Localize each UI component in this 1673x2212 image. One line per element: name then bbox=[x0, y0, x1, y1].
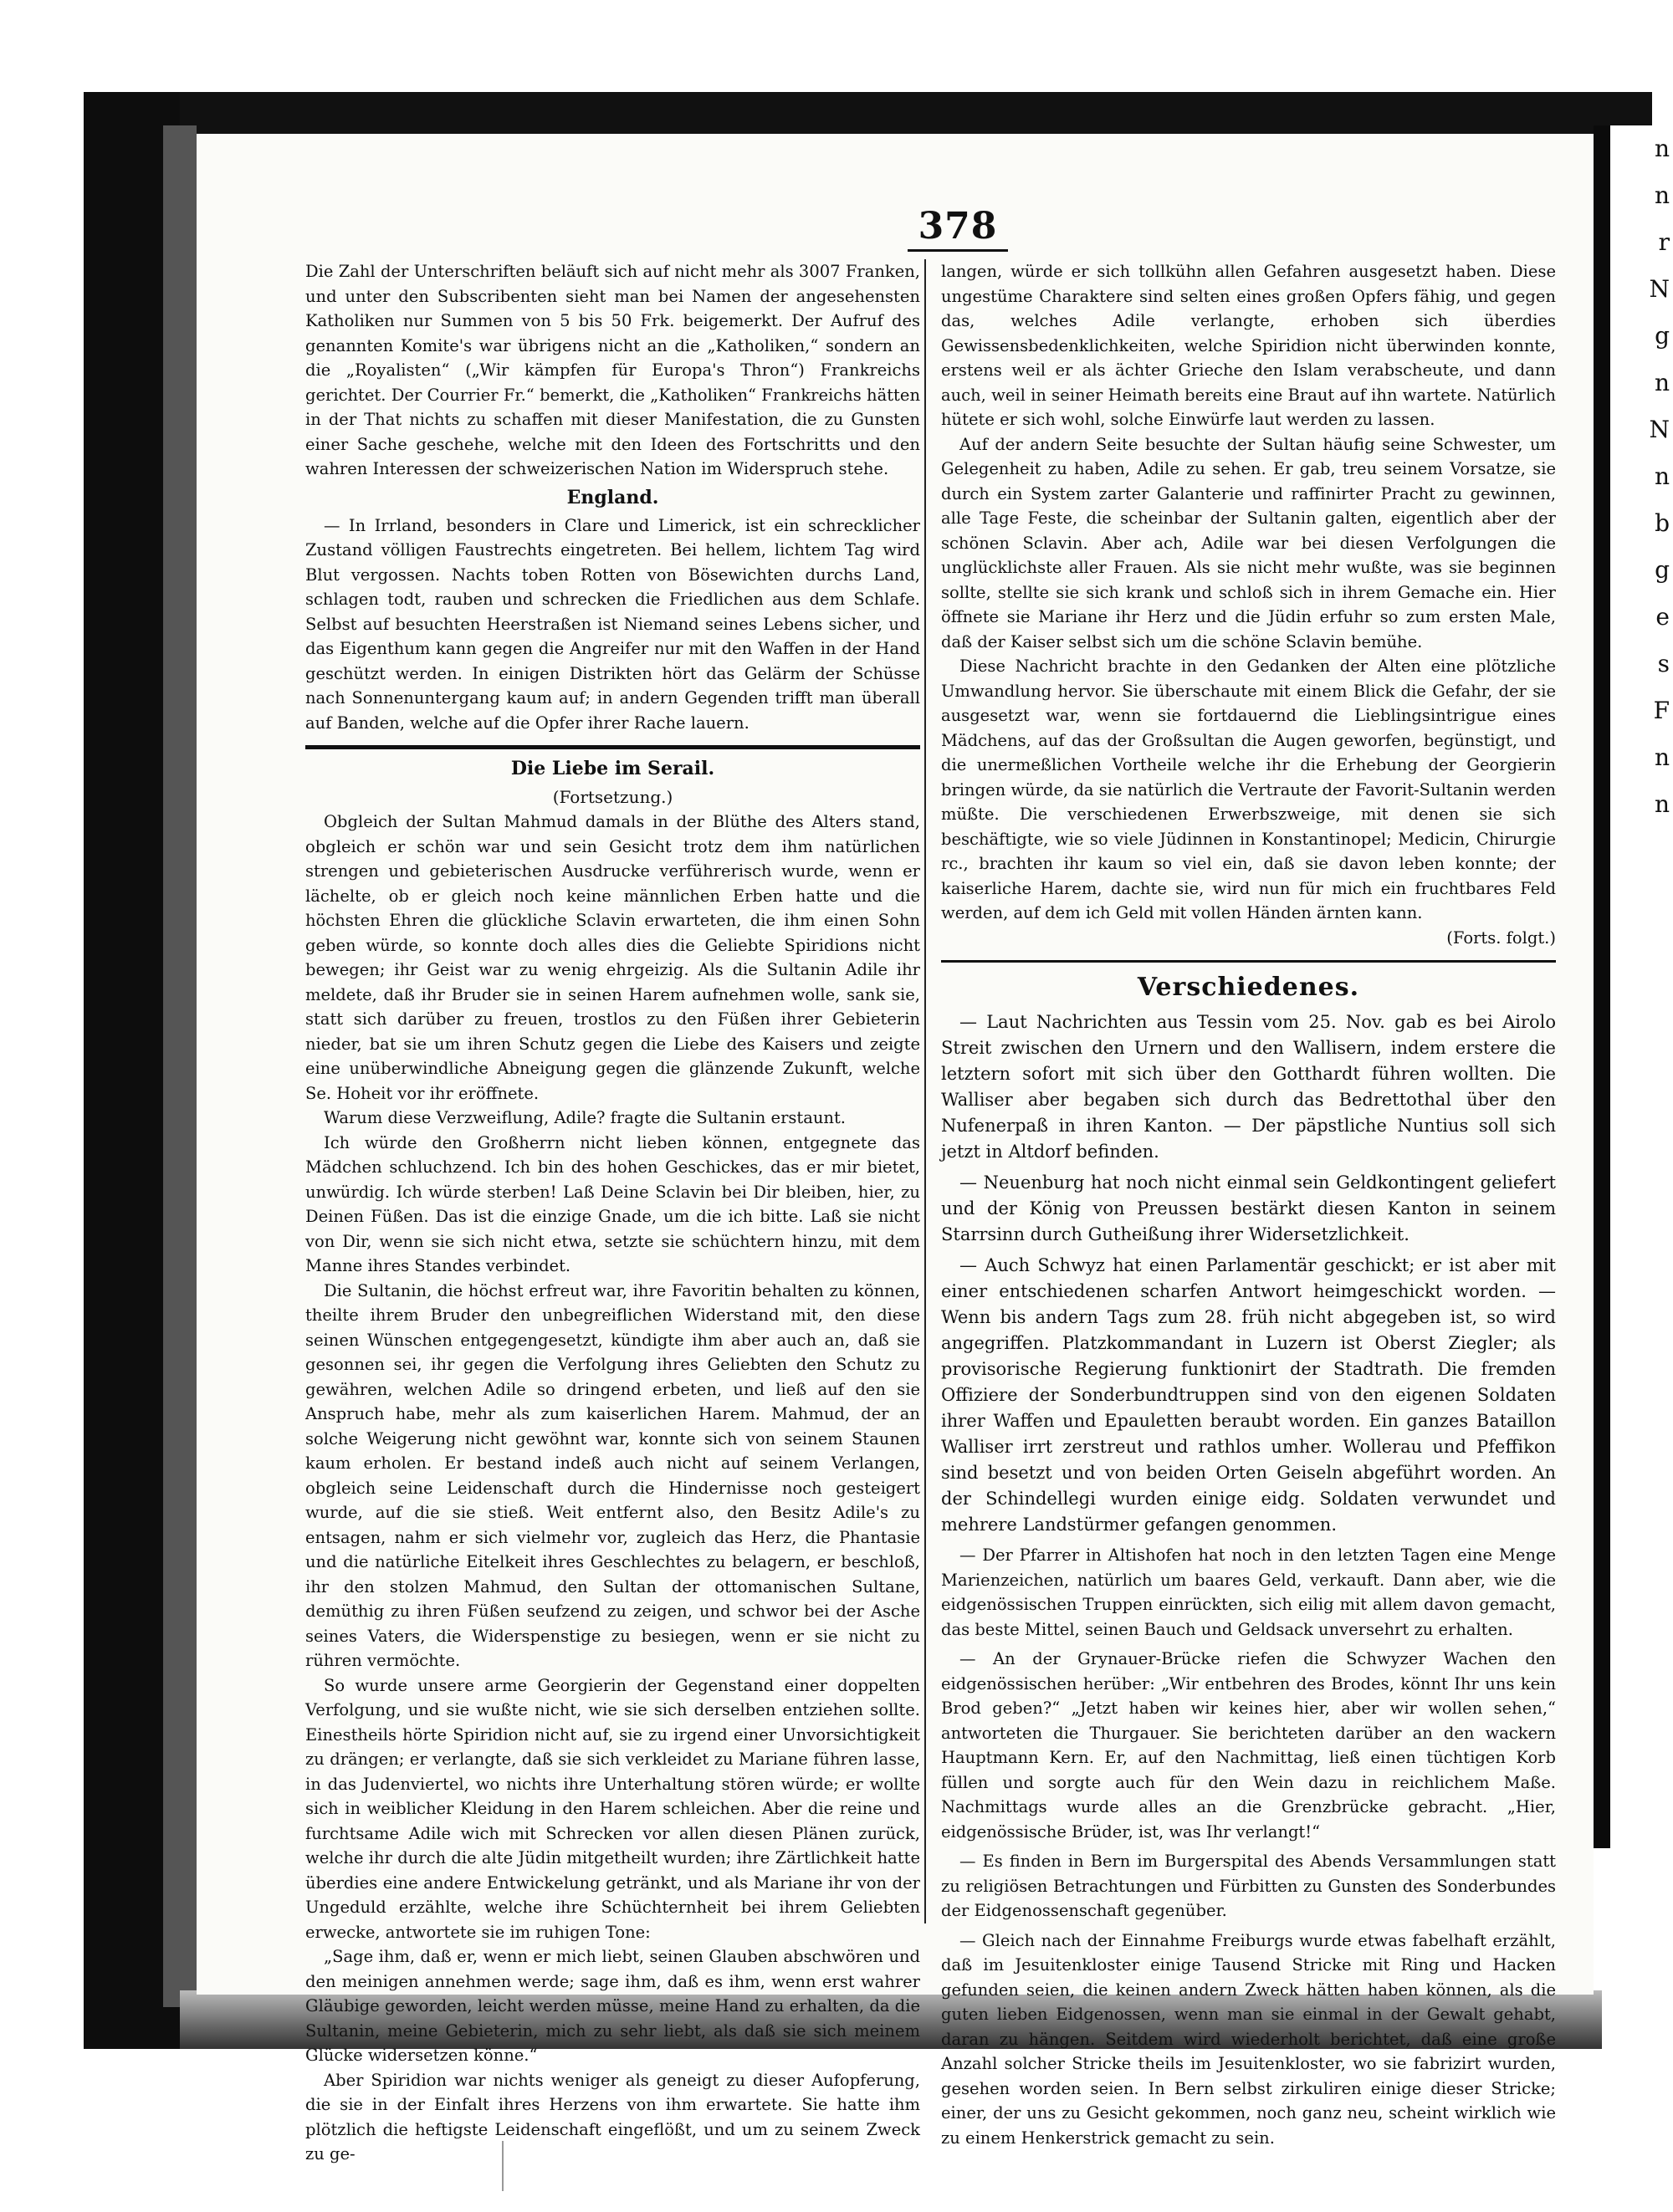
adjacent-fragment: g bbox=[1655, 556, 1670, 584]
newspaper-page bbox=[197, 134, 1594, 2163]
news-item: — Gleich nach der Einnahme Freiburgs wurde etwas fabelhaft erzählt, daß im Jesuitenkloster einige Tausend Stricke mit Ring und Hacken gefunden seien, die keinen andern Zweck hätten haben können, als die guten lieben Eidgenossen, wenn man sie einmal in der Gewalt gehabt, daran zu hängen. Seitdem wird wiederholt berichtet, daß eine große Anzahl solcher Stricke theils im Jesuitenkloster, wo sie fabrizirt wurden, gesehen worden seien. In Bern selbst zirkuliren einige dieser Stricke; einer, der uns zu Gesicht gekommen, noch ganz neu, scheint wirklich wie zu einem Henkerstrick gemacht zu sein. bbox=[941, 1930, 1556, 2148]
news-item: — Laut Nachrichten aus Tessin vom 25. Nov. gab es bei Airolo Streit zwischen den Urnern und den Wallisern, indem erstere die letztern sofort mit sich über den Gotthardt führen wollten. Die Walliser aber begaben sich durch das Bedrettothal über den Nufenerpaß in ihren Kanton. — Der päpstliche Nuntius soll sich jetzt in Altdorf befinden. bbox=[941, 1012, 1556, 1162]
page-number: 378 bbox=[908, 205, 1008, 252]
story-title: Die Liebe im Serail. bbox=[510, 758, 715, 779]
adjacent-fragment: n bbox=[1654, 743, 1670, 771]
adjacent-fragment: e bbox=[1655, 603, 1670, 631]
news-item: — An der Grynauer-Brücke riefen die Schwyzer Wachen den eidgenössischen herüber: „Wir entbehren des Brodes, könnt Ihr uns kein Brod geben?“ „Jetzt haben wir keines hier, aber wir wollen sehen,“ antworteten die Thurgauer. Sie berichteten darüber an den wackern Hauptmann Kern. Er, auf den Nachmittag, ließ einen tüchtigen Korb füllen und sorgte auch für den Wein dazu in reichlichem Maße. Nachmittags wurde alles an die Grenzbrücke gebracht. „Hier, eidgenössische Brüder, ist, was Ihr verlangt!“ bbox=[941, 1649, 1556, 1842]
section-divider bbox=[305, 745, 920, 749]
story-paragraph: Die Sultanin, die höchst erfreut war, ihre Favoritin behalten zu können, theilte ihrem Bruder den unbegreiflichen Widerstand mit, den diese seinen Wünschen entgegengesetzt, kündigte ihm aber auch an, daß sie gesonnen sei, ihr gegen die Verfolgung ihres Geliebten den Schutz zu gewähren, welchen Adile so dringend erbeten, und ließ auf den sie Anspruch habe, mehr als zum kaiserlichen Harem. Mahmud, der an solche Weigerung nicht gewöhnt war, konnte sich von seinem Staunen kaum erholen. Er bestand indeß auch nicht auf seinem Verlangen, obgleich seine Leidenschaft durch die Hindernisse noch gesteigert wurde, auf die sie stieß. Weit entfernt also, den Besitz Adile's zu entsagen, nahm er sich vielmehr vor, zugleich das Herz, die Phantasie und die natürliche Eitelkeit ihres Geschlechtes zu belagern, er beschloß, ihr den stolzen Mahmud, den Sultan der ottomanischen Sultane, demüthig zu ihren Füßen seufzend zu zeigen, und schwor bei der Asche seines Vaters, die Widerspenstige zu besiegen, wenn er sie nicht zu rühren vermöchte. bbox=[305, 1280, 920, 1670]
adjacent-fragment: n bbox=[1654, 369, 1670, 396]
adjacent-fragment: F bbox=[1653, 697, 1670, 724]
story-paragraph: „Sage ihm, daß er, wenn er mich liebt, seinen Glauben abschwören und den meinigen annehmen werde; sage ihm, daß es ihm, wenn erst wahrer Gläubige geworden, leicht werden müsse, meine Hand zu erhalten, da die Sultanin, meine Gebieterin, mich zu sehr liebt, als daß sie sich meinem Glücke widersetzen könne.“ bbox=[305, 1947, 920, 2065]
story-paragraph: Warum diese Verzweiflung, Adile? fragte die Sultanin erstaunt. bbox=[324, 1108, 847, 1127]
news-item: — Neuenburg hat noch nicht einmal sein Geldkontingent geliefert und der König von Preussen bestärkt diesen Kanton in seinem Starrsinn durch Gutheißung ihrer Widersetzlichkeit. bbox=[941, 1172, 1556, 1244]
section-divider bbox=[941, 960, 1556, 963]
news-item: — Der Pfarrer in Altishofen hat noch in den letzten Tagen eine Menge Marienzeichen, natürlich um baares Geld, verkauft. Dann aber, wie die eidgenössischen Truppen einrückten, sich eilig mit allem davon gemacht, das beste Mittel, seinen Bauch und Geldsack unversehrt zu erhalten. bbox=[941, 1545, 1556, 1639]
adjacent-fragment: s bbox=[1657, 650, 1670, 677]
left-column bbox=[305, 259, 920, 2163]
right-column bbox=[941, 259, 1556, 2148]
story-paragraph: Ich würde den Großherrn nicht lieben können, entgegnete das Mädchen schluchzend. Ich bin des hohen Geschickes, das er mir bietet, unwürdig. Ich würde sterben! Laß Deine Sclavin bei Dir bleiben, hier, zu Deinen Füßen. Das ist die einzige Gnade, um die ich bitte. Laß sie nicht von Dir, wenn sie sich nicht etwa, setzte sie schüchtern hinzu, mit dem Manne ihres Standes verbindet. bbox=[305, 1132, 920, 1275]
adjacent-fragment: N bbox=[1649, 416, 1670, 443]
scan-artifact bbox=[502, 2141, 504, 2191]
adjacent-fragment: n bbox=[1654, 790, 1670, 818]
intro-paragraph: Die Zahl der Unterschriften beläuft sich auf nicht mehr als 3007 Franken, und unter den Subscribenten sieht man bei Namen der angesehensten Katholiken nur Summen von 5 bis 50 Frk. beigemerkt. Der Aufruf des genannten Komite's war übrigens nicht an die „Katholiken,“ sondern an die „Royalisten“ („Wir kämpfen für Europa's Thron“) Frankreichs gerichtet. Der Courrier Fr.“ bemerkt, die „Katholiken“ Frankreichs hätten in der That nichts zu schaffen mit dieser Manifestation, die zu Gunsten einer Sache geschehe, welche mit den Ideen des Fortschritts und den wahren Interessen der schweizerischen Nation im Widerspruch stehe. bbox=[305, 262, 920, 478]
adjacent-fragment: r bbox=[1658, 228, 1670, 256]
news-item: — Es finden in Bern im Burgerspital des Abends Versammlungen statt zu religiösen Betrachtungen und Fürbitten zu Gunsten des Sonderbundes der Eidgenossenschaft gegenüber. bbox=[941, 1852, 1556, 1920]
story-paragraph: Aber Spiridion war nichts weniger als geneigt zu dieser Aufopferung, die sie in der Einfalt ihres Herzens von ihm erwartete. Sie hatte ihm plötzlich die heftigste Leidenschaft eingeflößt, und um zu seinem Zweck zu ge- bbox=[305, 2070, 920, 2163]
section-heading-verschiedenes: Verschiedenes. bbox=[1137, 973, 1360, 1002]
story-paragraph: So wurde unsere arme Georgierin der Gegenstand einer doppelten Verfolgung, und sie wußte nicht, wie sie sich derselben entziehen sollte. Einestheils hörte Spiridion nicht auf, sie zu irgend einer Unvorsichtigkeit zu drängen; er verlangte, daß sie sich verkleidet zu Mariane führen lasse, in das Judenviertel, wo nichts ihre Unterhaltung stören würde; er wollte sich in weiblicher Kleidung in den Harem schleichen. Aber die reine und furchtsame Adile wich mit Schrecken vor allen diesen Plänen zurück, welche ihr durch die alte Jüdin mitgetheilt wurden; ihre Zärtlichkeit hatte überdies eine andere Entwickelung getränkt, und als Mariane ihr von der Ungeduld erzählte, welche ihre Schüchternheit bei ihrem Geliebten erwecke, antwortete sie im ruhigen Tone: bbox=[305, 1675, 920, 1942]
adjacent-fragment: n bbox=[1654, 462, 1670, 490]
story-paragraph: Auf der andern Seite besuchte der Sultan häufig seine Schwester, um Gelegenheit zu haben, Adile zu sehen. Er gab, treu seinem Vorsatze, sie durch ein System zarter Galanterie und raffinirter Pracht zu gewinnen, alle Tage Feste, die scheinbar der Sultanin galten, eigentlich aber der schönen Sclavin. Aber ach, Adile war bei diesen Verfolgungen die unglücklichste aller Frauen. Als sie nicht mehr wußte, was sie beginnen sollte, stellte sie sich krank und schloß sich in ihrem Gemache ein. Hier öffnete sie Mariane ihr Herz und die Jüdin erfuhr so zum ersten Male, daß der Kaiser selbst sich um die schöne Sclavin bemühe. bbox=[941, 434, 1556, 651]
adjacent-page-edge bbox=[1610, 125, 1673, 1848]
continuation-note: (Forts. folgt.) bbox=[1446, 927, 1556, 948]
adjacent-fragment: n bbox=[1654, 181, 1670, 209]
story-paragraph: langen, würde er sich tollkühn allen Gefahren ausgesetzt haben. Diese ungestüme Charaktere sind selten eines großen Opfers fähig, und gegen das, welches Adile verlangte, erhoben sich überdies Gewissensbedenklichkeiten, welche Spiridion nicht überwinden konnte, erstens weil er als ächter Grieche den Islam verabscheute, und dann auch, weil in seiner Heimath bereits eine Braut auf ihn wartete. Natürlich hütete er sich wohl, solche Einwürfe laut werden zu lassen. bbox=[941, 262, 1556, 429]
column-rule bbox=[924, 259, 926, 1923]
adjacent-fragment: g bbox=[1655, 322, 1670, 350]
adjacent-fragment: N bbox=[1649, 275, 1670, 303]
england-paragraph: — In Irrland, besonders in Clare und Limerick, ist ein schrecklicher Zustand völligen Faustrechts eingetreten. Bei hellem, lichtem Tag wird Blut vergossen. Nachts toben Rotten von Bösewichten durchs Land, schlagen todt, rauben und schrecken die Friedlichen aus dem Schlafe. Selbst auf besuchten Heerstraßen ist Niemand seines Lebens sicher, und das Eigenthum kann gegen die Angreifer nur mit den Waffen in der Hand geschützt werden. In einigen Distrikten hört das Gelärm der Schüsse nach Sonnenuntergang kaum auf; in andern Gegenden trifft man überall auf Banden, welche auf die Opfer ihrer Rache lauern. bbox=[305, 515, 920, 733]
adjacent-fragment: n bbox=[1654, 135, 1670, 162]
adjacent-fragment: b bbox=[1655, 509, 1670, 537]
book-gutter bbox=[163, 125, 197, 2007]
story-subtitle: (Fortsetzung.) bbox=[552, 787, 673, 807]
section-heading-england: England. bbox=[566, 486, 659, 508]
news-item: — Auch Schwyz hat einen Parlamentär geschickt; er ist aber mit einer entschiedenen scharfen Antwort heimgeschickt worden. — Wenn bis andern Tags zum 28. früh nicht abgegeben ist, so wird angegriffen. Platzkommandant in Luzern ist Oberst Ziegler; als provisorische Regierung funktionirt der Stadtrath. Die fremden Offiziere der Sonderbundtruppen sind von den eigenen Soldaten ihrer Waffen und Epauletten beraubt worden. Ein ganzes Bataillon Walliser irrt zerstreut und rathlos umher. Wollerau und Pfeffikon sind besetzt und von beiden Orten Geiseln abgeführt worden. An der Schindellegi wurden einige eidg. Soldaten verwundet und mehrere Landstürmer gefangen genommen. bbox=[941, 1255, 1556, 1535]
story-paragraph: Diese Nachricht brachte in den Gedanken der Alten eine plötzliche Umwandlung hervor. Sie überschaute mit einem Blick die Gefahr, der sie ausgesetzt war, wenn sie fortdauernd die Lieblingsintrigue eines Mädchens, auf das der Großsultan die Augen geworfen, begünstigt, und die unermeßlichen Vortheile welche ihr die Erhebung der Georgierin bringen würde, da sie natürlich die Vertraute der Favorit-Sultanin werden müßte. Die verschiedenen Erwerbszweige, mit denen sie sich beschäftigte, wie so viele Jüdinnen in Konstantinopel; Medicin, Chirurgie rc., brachten ihr kaum so viel ein, daß sie davon leben konnte; der kaiserliche Harem, dachte sie, wird nun für mich ein fruchtbares Feld werden, auf dem ich Geld mit vollen Händen ärnten kann. bbox=[941, 656, 1556, 922]
story-paragraph: Obgleich der Sultan Mahmud damals in der Blüthe des Alters stand, obgleich er schön war und sein Gesicht trotz dem ihm natürlichen strengen und gebieterischen Ausdrucke verführerisch wurde, wenn er lächelte, ob er gleich noch keine männlichen Erben hatte und die höchsten Ehren die glückliche Sclavin erwarteten, die ihm einen Sohn geben würde, so konnte doch alles dies die Geliebte Spiridions nicht bewegen; ihr Geist war zu wenig ehrgeizig. Als die Sultanin Adile ihr meldete, daß ihr Bruder sie in seinen Harem aufnehmen wolle, sank sie, statt sich darüber zu freuen, trostlos zu den Füßen ihrer Gebieterin nieder, bat sie um ihren Schutz gegen die Liebe des Kaisers und zeigte eine unüberwindliche Abneigung gegen die glänzende Zukunft, welche Se. Hoheit vor ihr eröffnete. bbox=[305, 812, 920, 1103]
